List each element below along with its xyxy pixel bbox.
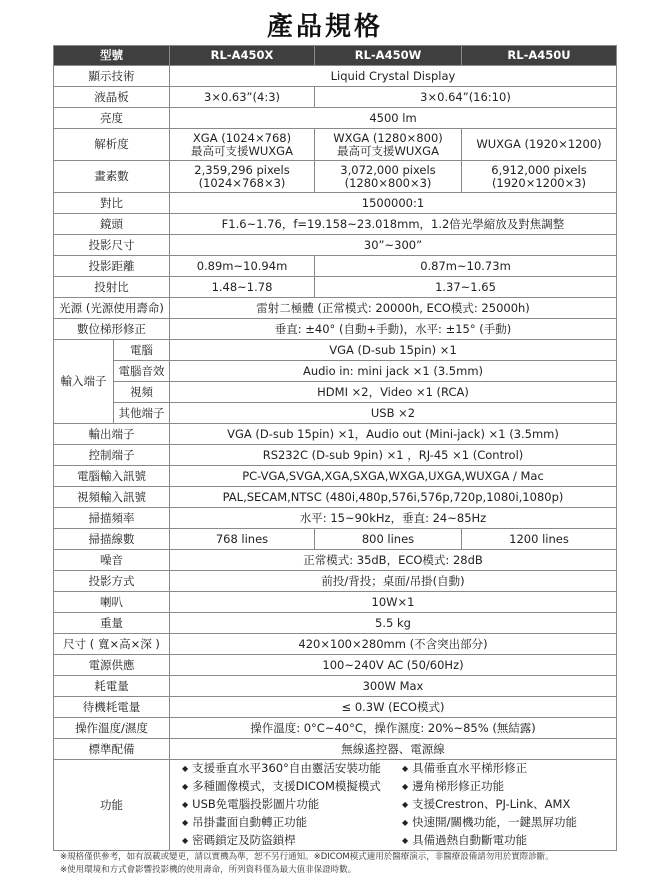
row-value: RS232C (D-sub 9pin) ×1 ，RJ-45 ×1 (Control) [170, 445, 617, 466]
row-value-w: 800 lines [315, 529, 462, 550]
table-row [54, 403, 617, 424]
row-value-wu: 1.37~1.65 [315, 277, 617, 298]
value-line: (1024×768×3) [198, 175, 286, 190]
row-value-x: 1.48~1.78 [170, 277, 315, 298]
row-label: 耗電量 [54, 676, 170, 697]
table-row [54, 319, 617, 340]
row-label: 標準配備 [54, 739, 170, 760]
row-value-u: WUXGA (1920×1200) [462, 129, 617, 161]
table-row [54, 655, 617, 676]
row-label: 視頻輸入訊號 [54, 487, 170, 508]
row-label: 光源 (光源使用壽命) [54, 298, 170, 319]
row-value: 操作溫度: 0°C~40°C，操作濕度: 20%~85% (無結露) [170, 718, 617, 739]
table-row [54, 697, 617, 718]
row-value-x: 768 lines [170, 529, 315, 550]
model-header-label: 型號 [54, 46, 170, 66]
list-item: ◆ 支援垂直水平360°自由靈活安裝功能 [182, 760, 402, 778]
row-value-x [170, 129, 315, 161]
row-value: 正常模式: 35dB，ECO模式: 28dB [170, 550, 617, 571]
table-row [54, 676, 617, 697]
row-sub-label: 電腦 [114, 340, 170, 361]
list-item: ◆ 邊角梯形修正功能 [402, 778, 577, 796]
row-value-x: 3×0.63”(4:3) [170, 87, 315, 108]
features-cell [170, 760, 617, 851]
row-label: 噪音 [54, 550, 170, 571]
row-label: 掃描頻率 [54, 508, 170, 529]
row-value: PAL,SECAM,NTSC (480i,480p,576i,576p,720p,1080i,1080p) [170, 487, 617, 508]
features-list [172, 760, 614, 850]
row-value: VGA (D-sub 15pin) ×1 [170, 340, 617, 361]
row-value: Liquid Crystal Display [170, 66, 617, 87]
table-row [54, 613, 617, 634]
footnote-line: ※規格僅供參考，如有誤載或變更，請以實機為準，恕不另行通知。※DICOM模式適用於醫療演示，非醫療設備請勿用於實際診斷。 [60, 852, 554, 862]
value-line: WXGA (1280×800) [333, 130, 443, 145]
value-line: 2,359,296 pixels [194, 162, 290, 177]
footnote-line: ※使用環境和方式會影響投影機的使用壽命，所列資料僅為最大值非保證時數。 [60, 865, 357, 875]
row-group-label: 輸入端子 [54, 340, 114, 424]
row-value: 水平: 15~90kHz，垂直: 24~85Hz [170, 508, 617, 529]
features-column-2 [402, 760, 577, 850]
row-value-x: 0.89m~10.94m [170, 256, 315, 277]
list-item: ◆ 多種圖像模式，支援DICOM模擬模式 [182, 778, 402, 796]
row-label: 投射比 [54, 277, 170, 298]
row-label: 鏡頭 [54, 214, 170, 235]
row-value-wu: 0.87m~10.73m [315, 256, 617, 277]
row-label: 掃描線數 [54, 529, 170, 550]
table-row [54, 256, 617, 277]
row-value-w [315, 129, 462, 161]
value-line: 3,072,000 pixels [340, 162, 436, 177]
row-value: 4500 lm [170, 108, 617, 129]
list-item: ◆ 密碼鎖定及防盜鎖桿 [182, 832, 402, 850]
table-row [54, 214, 617, 235]
row-label: 液晶板 [54, 87, 170, 108]
table-row [54, 571, 617, 592]
list-item: ◆ 具備過熱自動斷電功能 [402, 832, 577, 850]
row-value: USB ×2 [170, 403, 617, 424]
row-value-wu: 3×0.64”(16:10) [315, 87, 617, 108]
row-label: 控制端子 [54, 445, 170, 466]
row-value-x [170, 161, 315, 193]
row-value: 30”~300” [170, 235, 617, 256]
table-row [54, 424, 617, 445]
row-value-u [462, 161, 617, 193]
row-label: 輸出端子 [54, 424, 170, 445]
table-row [54, 466, 617, 487]
row-value: HDMI ×2，Video ×1 (RCA) [170, 382, 617, 403]
spec-table [53, 45, 617, 851]
row-label: 亮度 [54, 108, 170, 129]
table-row [54, 108, 617, 129]
row-label: 尺寸 ( 寬×高×深 ) [54, 634, 170, 655]
row-value: Audio in: mini jack ×1 (3.5mm) [170, 361, 617, 382]
row-label: 電源供應 [54, 655, 170, 676]
table-row [54, 66, 617, 87]
row-value: 垂直: ±40° (自動+手動)，水平: ±15° (手動) [170, 319, 617, 340]
model-header-w: RL-A450W [315, 46, 462, 66]
row-label: 待機耗電量 [54, 697, 170, 718]
table-header-row [54, 46, 617, 66]
list-item: ◆ 吊掛畫面自動轉正功能 [182, 814, 402, 832]
table-row [54, 508, 617, 529]
row-label: 畫素數 [54, 161, 170, 193]
table-row [54, 445, 617, 466]
row-value: 1500000:1 [170, 193, 617, 214]
model-header-x: RL-A450X [170, 46, 315, 66]
row-value-w [315, 161, 462, 193]
row-value: 10W×1 [170, 592, 617, 613]
row-value: 300W Max [170, 676, 617, 697]
row-label: 投影方式 [54, 571, 170, 592]
value-line: (1280×800×3) [344, 175, 432, 190]
table-row [54, 235, 617, 256]
table-row [54, 340, 617, 361]
row-value: PC-VGA,SVGA,XGA,SXGA,WXGA,UXGA,WUXGA / Mac [170, 466, 617, 487]
table-row [54, 361, 617, 382]
row-value: VGA (D-sub 15pin) ×1，Audio out (Mini-jack) ×1 (3.5mm) [170, 424, 617, 445]
row-value: 無線遙控器、電源線 [170, 739, 617, 760]
table-row [54, 161, 617, 193]
value-line: (1920×1200×3) [491, 175, 587, 190]
row-label: 數位梯形修正 [54, 319, 170, 340]
table-row [54, 550, 617, 571]
features-column-1 [182, 760, 402, 850]
table-row [54, 718, 617, 739]
table-row [54, 739, 617, 760]
row-value-u: 1200 lines [462, 529, 617, 550]
row-label: 投影尺寸 [54, 235, 170, 256]
page-title: 產品規格 [266, 12, 383, 42]
row-label: 重量 [54, 613, 170, 634]
row-label: 喇叭 [54, 592, 170, 613]
list-item: ◆ USB免電腦投影圖片功能 [182, 796, 402, 814]
row-label: 功能 [54, 760, 170, 851]
row-sub-label: 其他端子 [114, 403, 170, 424]
value-line: 6,912,000 pixels [491, 162, 587, 177]
table-row [54, 298, 617, 319]
row-value: 雷射二極體 (正常模式: 20000h, ECO模式: 25000h) [170, 298, 617, 319]
value-line: XGA (1024×768) [192, 130, 292, 145]
row-value: ≤ 0.3W (ECO模式) [170, 697, 617, 718]
row-label: 解析度 [54, 129, 170, 161]
model-header-u: RL-A450U [462, 46, 617, 66]
row-sub-label: 電腦音效 [114, 361, 170, 382]
list-item: ◆ 快速開/關機功能，一鍵黑屏功能 [402, 814, 577, 832]
table-row [54, 129, 617, 161]
table-row [54, 592, 617, 613]
row-label: 操作溫度/濕度 [54, 718, 170, 739]
row-value: 前投/背投；桌面/吊掛(自動) [170, 571, 617, 592]
row-value: 5.5 kg [170, 613, 617, 634]
table-row [54, 382, 617, 403]
table-row [54, 634, 617, 655]
value-line: 最高可支援WUXGA [191, 143, 293, 158]
table-row [54, 760, 617, 851]
table-row [54, 487, 617, 508]
table-row [54, 277, 617, 298]
row-sub-label: 視頻 [114, 382, 170, 403]
row-label: 顯示技術 [54, 66, 170, 87]
row-value: F1.6~1.76，f=19.158~23.018mm，1.2倍光學縮放及對焦調整 [170, 214, 617, 235]
list-item: ◆ 支援Crestron、PJ-Link、AMX [402, 796, 577, 814]
value-line: 最高可支援WUXGA [337, 143, 439, 158]
row-label: 電腦輸入訊號 [54, 466, 170, 487]
row-value: 100~240V AC (50/60Hz) [170, 655, 617, 676]
list-item: ◆ 具備垂直水平梯形修正 [402, 760, 577, 778]
row-value: 420×100×280mm (不含突出部分) [170, 634, 617, 655]
table-row [54, 529, 617, 550]
row-label: 投影距離 [54, 256, 170, 277]
table-row [54, 87, 617, 108]
table-row [54, 193, 617, 214]
footnotes [60, 851, 640, 877]
row-label: 對比 [54, 193, 170, 214]
